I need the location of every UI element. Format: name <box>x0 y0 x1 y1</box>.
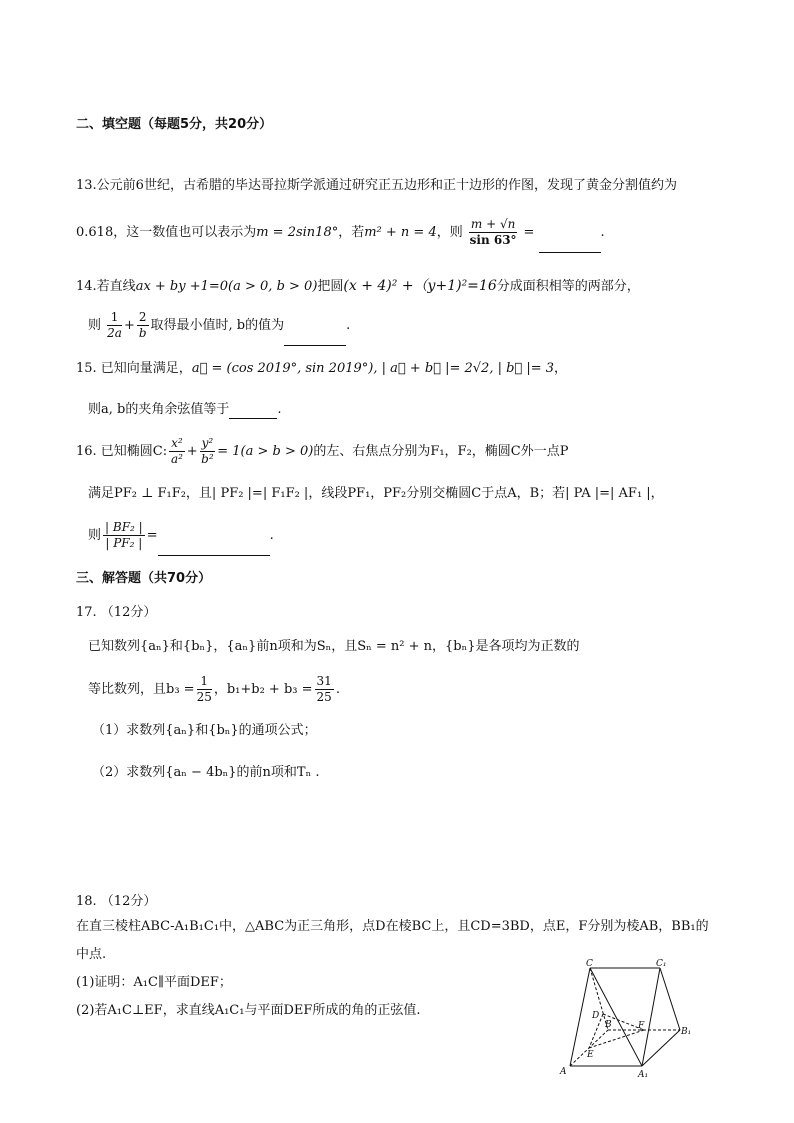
label-a: A <box>560 1067 567 1077</box>
q18-part1: (1)证明：A₁C∥平面DEF； <box>76 975 232 990</box>
q18-part2: (2)若A₁C⊥EF，求直线A₁C₁与平面DEF所成的角的正弦值. <box>76 1003 421 1018</box>
q16-fx-den: a² <box>170 452 183 466</box>
q13-text-c: ，则 <box>436 225 463 240</box>
q15-vector-expr: a⃗ = (cos 2019°, sin 2019°), | a⃗ + b⃗ |= 2√2, | b⃗ |= 3 <box>191 361 555 376</box>
edge-e-f <box>589 1030 644 1048</box>
q14-circle-expr: (x + 4)² +（y+1)²=16 <box>343 278 497 294</box>
q15-answer-blank[interactable] <box>229 404 277 419</box>
q13-text-a: 0.618，这一数值也可以表示为 <box>76 225 257 240</box>
label-b1: B₁ <box>681 1027 692 1037</box>
q17-f1-num: 1 <box>197 674 212 690</box>
q14-answer-blank[interactable] <box>284 331 346 346</box>
q16-line3 <box>88 516 274 556</box>
q13-text-b: ，若 <box>338 225 365 240</box>
q14-f2-den: b <box>138 326 147 340</box>
q14-text-ze: 则 <box>88 318 102 333</box>
q15-text-a: 15. 已知向量满足， <box>76 361 192 376</box>
q16-fy-den: b² <box>201 452 214 466</box>
q16-fx-num: x² <box>171 436 183 450</box>
q16-line2: 满足PF₂ ⊥ F₁F₂，且| PF₂ |=| F₁F₂ |，线段PF₁，PF₂分别交椭圆C于点A，B；若| PA |=| AF₁ |， <box>88 486 664 501</box>
q13-expr-m: m = 2sin18° <box>256 225 339 240</box>
label-a1: A₁ <box>638 1070 649 1080</box>
q16-answer-blank[interactable] <box>158 541 270 556</box>
q17-heading: 17. （12分） <box>76 605 157 620</box>
section-answer-heading: 三、解答题（共70分） <box>76 571 212 586</box>
q13-line1: 13.公元前6世纪，古希腊的毕达哥拉斯学派通过研究正五边形和正十边形的作图，发现了黄金分割值约为 <box>76 178 677 193</box>
edge-c1-b1 <box>660 968 680 1030</box>
q17-fraction-1 <box>197 674 212 705</box>
q14-f1-den: 2a <box>107 326 122 340</box>
q17-text-b: ，b₁+b₂ + b₃ = <box>213 682 313 697</box>
q16-fraction-ratio <box>103 520 145 551</box>
q17-part2: （2）求数列{aₙ − 4bₙ}的前n项和Tₙ . <box>92 765 320 780</box>
q13-line2 <box>76 213 605 253</box>
q18-line2: 中点. <box>76 947 107 962</box>
q17-f2-num: 31 <box>316 674 332 688</box>
q14-f1-num: 1 <box>107 310 122 326</box>
q16-period: . <box>269 528 274 543</box>
q18-heading: 18. （12分） <box>76 894 157 909</box>
q14-fraction-2 <box>137 310 149 341</box>
q13-equals: = <box>523 225 535 240</box>
label-d: D <box>592 1011 600 1021</box>
q16-ratio-num: | BF₂ | <box>105 520 143 534</box>
q14-fraction-1 <box>107 310 122 341</box>
label-c: C <box>586 959 593 969</box>
q13-frac-num: m + √n <box>470 217 516 231</box>
q16-ellipse-cond: = 1(a > b > 0) <box>217 444 314 459</box>
q16-text-a: 16. 已知椭圆C: <box>76 444 168 459</box>
q17-line2 <box>88 670 340 710</box>
q16-fraction-y <box>200 436 216 467</box>
q16-fy-num: y² <box>201 436 214 450</box>
q17-f2-den: 25 <box>316 690 332 704</box>
q16-text-b: 的左、右焦点分别为F₁，F₂，椭圆C外一点P <box>313 444 569 459</box>
q15-line1 <box>76 360 567 378</box>
q18-line1: 在直三棱柱ABC-A₁B₁C₁中，△ABC为正三角形，点D在棱BC上，且CD=3BD，点E，F分别为棱AB，BB₁的 <box>76 919 709 934</box>
q17-line1: 已知数列{aₙ}和{bₙ}，{aₙ}前n项和为Sₙ，且Sₙ = n² + n，{bₙ}是各项均为正数的 <box>88 639 580 654</box>
q15-text-c: 则a, b的夹角余弦值等于 <box>88 402 230 417</box>
q13-answer-blank[interactable] <box>539 238 601 253</box>
q16-line1: 16. 已知椭圆C: $\frac{\text{x²}}{\text{a²}}$ + $\frac{\text{y²}}{\text{b²}}$ = 1(a > b > 0)的左、右焦点分别为F₁，F₂，椭圆C外一点P <box>76 436 569 466</box>
q17-fraction-2 <box>315 674 334 705</box>
q17-period: . <box>335 682 340 697</box>
q15-line2 <box>88 401 281 419</box>
q17-part1: （1）求数列{aₙ}和{bₙ}的通项公式； <box>92 723 317 738</box>
q14-text-b2: 取得最小值时, b的值为 <box>150 318 285 333</box>
q15-period: . <box>277 402 282 417</box>
q14-line-expr: ax + by +1=0(a > 0, b > 0) <box>135 279 318 294</box>
q16-ratio-den: | PF₂ | <box>105 536 143 550</box>
q14-f2-num: 2 <box>138 310 147 324</box>
q17-text-a: 等比数列，且b₃ = <box>88 682 195 697</box>
q16-equals: = <box>146 528 158 543</box>
q14-plus: + <box>123 318 135 333</box>
q14-period: . <box>346 318 351 333</box>
prism-figure <box>556 958 692 1080</box>
q17-f1-den: 25 <box>196 690 212 704</box>
q13-period: . <box>600 225 605 240</box>
label-e: E <box>587 1050 594 1060</box>
q16-fraction-x <box>169 436 185 467</box>
q14-line1 <box>76 277 640 296</box>
q14-text-a: 14.若直线 <box>76 279 136 294</box>
q14-line2 <box>88 306 350 346</box>
q15-text-b: ， <box>554 361 568 376</box>
label-c1: C₁ <box>656 959 667 969</box>
label-f: F <box>638 1021 645 1031</box>
q14-text-b: 把圆 <box>317 279 344 294</box>
q13-expr-n: m² + n = 4 <box>364 225 437 240</box>
section-fill-in-heading: 二、填空题（每题5分，共20分） <box>76 117 273 132</box>
label-b: B <box>605 1020 612 1030</box>
q16-text-ze: 则 <box>88 528 102 543</box>
q13-frac-den: sin 63° <box>469 233 517 247</box>
q14-text-c: 分成面积相等的两部分， <box>496 279 640 294</box>
q13-fraction <box>469 217 517 248</box>
